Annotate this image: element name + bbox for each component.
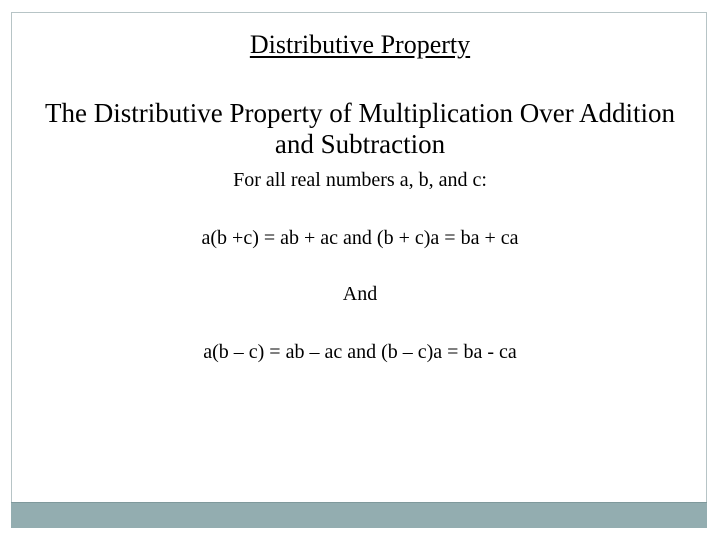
footer-bar — [11, 502, 707, 528]
slide-subtitle — [0, 98, 720, 160]
subtraction-equation: a(b – c) = ab – ac and (b – c)a = ba - ca — [203, 341, 517, 363]
subtitle-line-2: and Subtraction — [274, 129, 446, 159]
slide-title: Distributive Property — [249, 30, 471, 59]
slide-frame — [11, 12, 707, 528]
connector-text: And — [342, 283, 378, 305]
addition-equation: a(b +c) = ab + ac and (b + c)a = ba + ca — [201, 227, 519, 249]
subtitle-line-1: The Distributive Property of Multiplication Over Addition — [45, 98, 675, 128]
intro-text: For all real numbers a, b, and c: — [233, 169, 487, 191]
